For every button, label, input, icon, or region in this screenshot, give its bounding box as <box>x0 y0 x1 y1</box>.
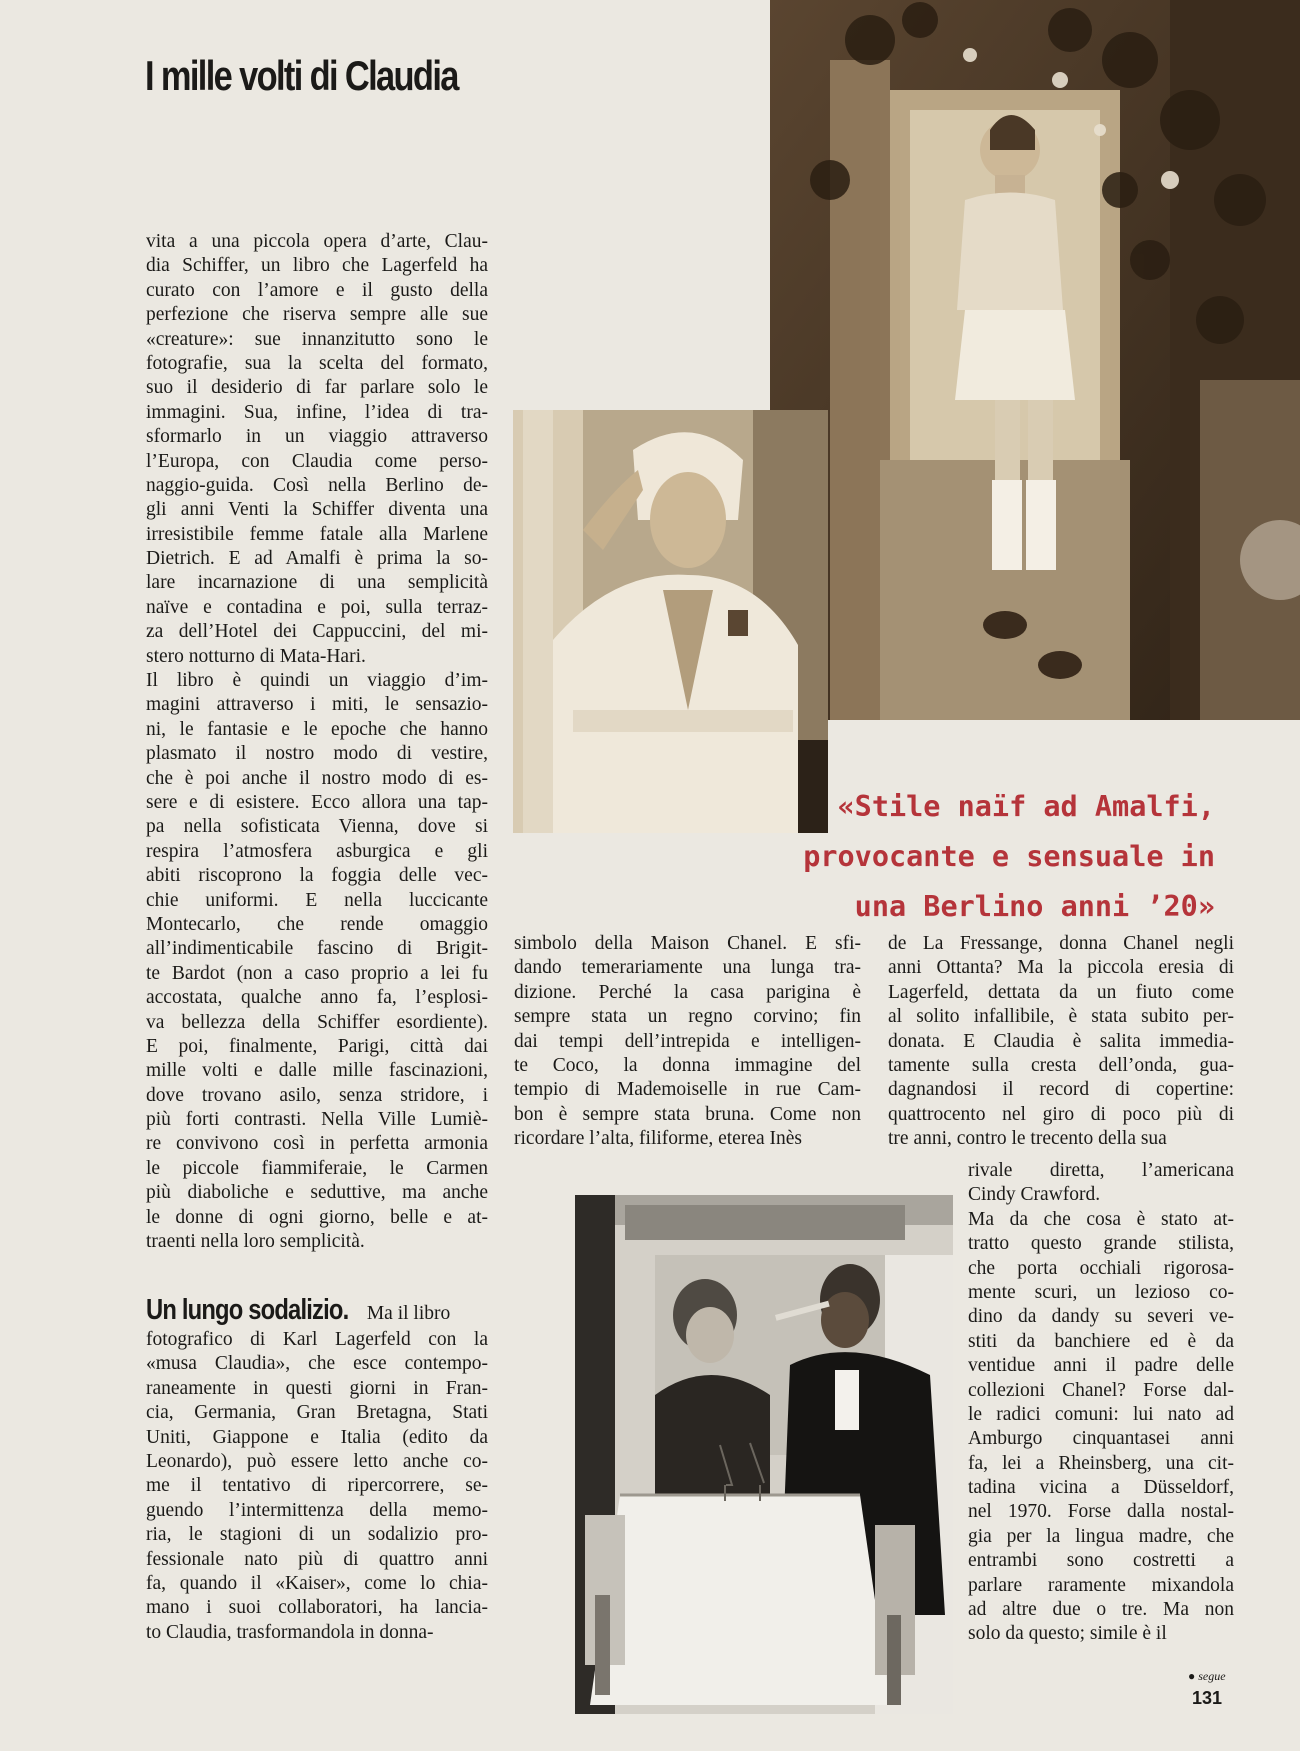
text-line: più forti contrasti. Nella Ville Lumiè- <box>146 1109 488 1131</box>
text-line: curato con l’amore e il gusto della <box>146 279 488 301</box>
text-line: stiti da banchiere ed è da <box>968 1330 1234 1352</box>
text-line: l’Europa, con Claudia come perso- <box>146 450 488 472</box>
subheading-line <box>146 1294 488 1328</box>
text-line: pa nella sofisticata Vienna, dove si <box>146 816 488 838</box>
text-line: za dell’Hotel dei Cappuccini, del mi- <box>146 621 488 643</box>
text-line: simbolo della Maison Chanel. E sfi- <box>514 933 861 954</box>
subheading-continuation: Ma il libro <box>366 1303 451 1324</box>
text-line: le radici comuni: lui nato ad <box>968 1403 1234 1425</box>
text-line: sere e di esistere. Ecco allora una tap- <box>146 791 488 813</box>
text-line: più diaboliche e seduttive, ma anche <box>146 1182 488 1204</box>
text-line: re convivono così in perfetta armonia <box>146 1133 488 1155</box>
text-line: le piccole fiammiferaie, le Carmen <box>146 1157 488 1179</box>
text-line: fotografie, sua la scelta del formato, <box>146 352 488 374</box>
text-line: «creature»: sue innanzitutto sono le <box>146 328 488 350</box>
text-line: cia, Germania, Gran Bretagna, Stati <box>146 1402 488 1424</box>
continued-marker: ● segue <box>1188 1669 1226 1683</box>
text-line: accostata, qualche anno fa, l’esplosi- <box>146 987 488 1009</box>
text-line: tre anni, contro le trecento della sua <box>888 1128 1167 1150</box>
text-line: plasmato il nostro modo di vestire, <box>146 743 488 765</box>
text-line: mente scuri, un lezioso co- <box>968 1281 1234 1303</box>
text-line: de La Fressange, donna Chanel negli <box>888 933 1234 954</box>
pull-quote-line: una Berlino anni ’20» <box>854 890 1215 923</box>
text-line: fotografico di Karl Lagerfeld con la <box>146 1329 488 1350</box>
text-line: Leonardo), può essere letto anche co- <box>146 1450 488 1472</box>
text-line: dagnandosi il record di copertine: <box>888 1079 1234 1101</box>
text-line: Lagerfeld, dettata da un fiuto come <box>888 981 1234 1003</box>
text-line: respira l’atmosfera asburgica e gli <box>146 840 488 862</box>
text-line: magini attraverso i miti, le sensazio- <box>146 694 488 716</box>
text-line: E poi, finalmente, Parigi, città dai <box>146 1035 488 1057</box>
photo-woman-doorway <box>770 0 1300 720</box>
pull-quote <box>803 782 1215 932</box>
text-line: le donne di ogni giorno, belle e at- <box>146 1206 488 1228</box>
text-line: dando temerariamente una lunga tra- <box>514 957 861 979</box>
text-line: raneamente in questi giorni in Fran- <box>146 1377 488 1399</box>
text-line: te Bardot (non a caso proprio a lei fu <box>146 962 488 984</box>
text-line: fessionale nato più di quattro anni <box>146 1548 488 1570</box>
article-title: I mille volti di Claudia <box>145 52 458 99</box>
text-line: stero notturno di Mata-Hari. <box>146 645 366 667</box>
text-line: me il tentativo di ripercorrere, se- <box>146 1475 488 1497</box>
column-left-top <box>146 230 488 1254</box>
text-line: gia per la lingua madre, che <box>968 1525 1234 1547</box>
text-line: mille volti e dalle mille fascinazioni, <box>146 1060 488 1082</box>
text-line: Dietrich. E ad Amalfi è prima la so- <box>146 548 488 570</box>
text-line: irresistibile femme fatale alla Marlene <box>146 523 488 545</box>
text-line: dai tempi dell’intrepida e intelligen- <box>514 1030 861 1052</box>
text-line: dove trovano asilo, senza stridore, i <box>146 1084 488 1106</box>
text-line: fa, quando il «Kaiser», come lo chia- <box>146 1572 488 1594</box>
text-line: Amburgo cinquantasei anni <box>968 1428 1234 1450</box>
text-line: ria, le stagioni di un sodalizio pro- <box>146 1524 488 1546</box>
text-line: abiti riscoprono la foggia delle vec- <box>146 865 488 887</box>
text-line: ad altre due o tre. Ma non <box>968 1599 1234 1621</box>
text-line: ventidue anni il padre delle <box>968 1355 1234 1377</box>
text-line: rivale diretta, l’americana <box>968 1160 1234 1181</box>
text-line: sempre stata un regno corvino; fin <box>514 1006 861 1028</box>
text-line: dia Schiffer, un libro che Lagerfeld ha <box>146 255 488 277</box>
text-line: fa, lei a Rheinsberg, una cit- <box>968 1452 1234 1474</box>
text-line: ni, le fantasie e le epoche che hanno <box>146 718 488 740</box>
text-line: «musa Claudia», che esce contempo- <box>146 1353 488 1375</box>
text-line: dizione. Perché la casa parigina è <box>514 981 861 1003</box>
text-line: to Claudia, trasformandola in donna- <box>146 1621 434 1643</box>
text-line: quattrocento nel giro di poco più di <box>888 1103 1234 1125</box>
text-line: naggio-guida. Così nella Berlino de- <box>146 474 488 496</box>
text-line: all’indimenticabile fascino di Brigit- <box>146 938 488 960</box>
text-line: Montecarlo, che rende omaggio <box>146 913 488 935</box>
text-line: anni Ottanta? Ma la piccola eresia di <box>888 957 1234 979</box>
text-line: naïve e contadina e poi, sulla terraz- <box>146 596 488 618</box>
column-left-bottom <box>146 1294 488 1645</box>
text-line: Uniti, Giappone e Italia (edito da <box>146 1426 488 1448</box>
text-line: tamente sulla cresta dell’onda, gua- <box>888 1054 1234 1076</box>
column-left-bottom-body <box>146 1328 488 1645</box>
text-line: chie uniformi. E nella luccicante <box>146 889 488 911</box>
text-line: mano i suoi collaboratori, ha lancia- <box>146 1597 488 1619</box>
text-line: solo da questo; simile è il <box>968 1623 1167 1645</box>
text-line: ricordare l’alta, filiforme, eterea Inès <box>514 1128 802 1150</box>
column-right-top <box>888 932 1234 1152</box>
text-line: parlare raramente mixandola <box>968 1574 1234 1596</box>
continued-label: segue <box>1198 1669 1226 1683</box>
text-line: gli anni Venti la Schiffer diventa una <box>146 499 488 521</box>
text-line: che porta occhiali rigorosa- <box>968 1257 1234 1279</box>
text-line: donata. E Claudia è salita immedia- <box>888 1030 1234 1052</box>
text-line: che è poi anche il nostro modo di es- <box>146 767 488 789</box>
page-number: 131 <box>1192 1688 1223 1708</box>
column-middle <box>514 932 861 1152</box>
text-line: traenti nella loro semplicità. <box>146 1231 365 1253</box>
text-line: va bellezza della Schiffer esordiente). <box>146 1011 488 1033</box>
text-line: lare incarnazione di una semplicità <box>146 572 488 594</box>
text-line: dino da dandy su severi ve- <box>968 1306 1234 1328</box>
text-line: sformarlo in un viaggio attraverso <box>146 426 488 448</box>
text-line: immagini. Sua, infine, l’idea di tra- <box>146 401 488 423</box>
text-line: bon è sempre stata bruna. Come non <box>514 1103 861 1125</box>
text-line: entrambi sono costretti a <box>968 1550 1234 1572</box>
text-line: guendo l’intermittenza della memo- <box>146 1499 488 1521</box>
text-line: nel 1970. Forse dalla nostal- <box>968 1501 1234 1523</box>
text-line: tratto questo grande stilista, <box>968 1233 1234 1255</box>
text-line: tempio di Mademoiselle in rue Cam- <box>514 1079 861 1101</box>
text-line: suo il desiderio di far parlare solo le <box>146 377 488 399</box>
text-line: collezioni Chanel? Forse dal- <box>968 1379 1234 1401</box>
photo-woman-bathrobe <box>513 410 828 833</box>
section-subheading: Un lungo sodalizio. <box>146 1294 349 1326</box>
text-line: perfezione che riserva sempre alle sue <box>146 304 488 326</box>
text-line: Ma da che cosa è stato at- <box>968 1208 1234 1230</box>
text-line: tadina vicina a Düsseldorf, <box>968 1477 1234 1499</box>
text-line: vita a una piccola opera d’arte, Clau- <box>146 231 488 252</box>
pull-quote-line: provocante e sensuale in <box>803 840 1215 873</box>
pull-quote-line: «Stile naïf ad Amalfi, <box>837 790 1215 823</box>
text-line: Il libro è quindi un viaggio d’im- <box>146 670 488 692</box>
photo-couple-dining <box>575 1195 953 1714</box>
text-line: al solito infallibile, è stata subito per- <box>888 1006 1234 1028</box>
text-line: Cindy Crawford. <box>968 1184 1101 1206</box>
text-line: te Coco, la donna immagine del <box>514 1054 861 1076</box>
column-right-bottom <box>968 1159 1234 1647</box>
